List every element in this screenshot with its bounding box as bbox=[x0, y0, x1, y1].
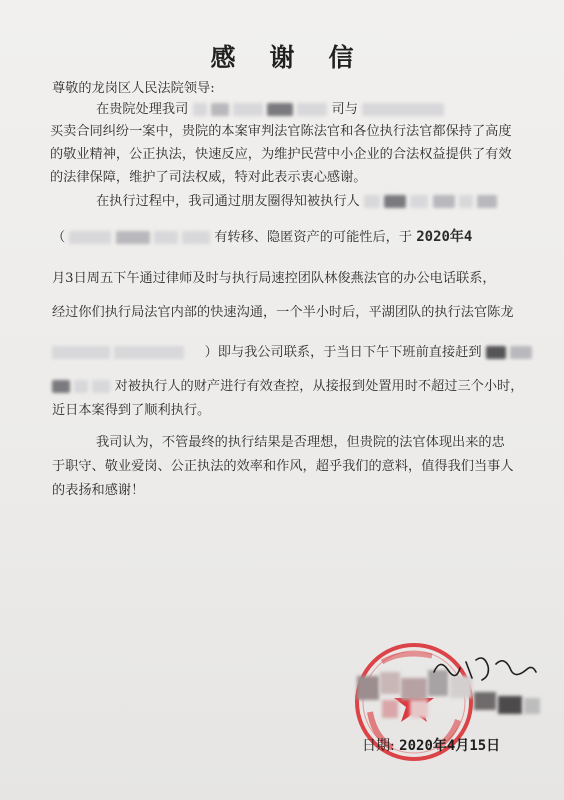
redaction-block bbox=[362, 103, 444, 116]
handwritten-signature bbox=[430, 650, 540, 690]
p2-line2-text: 有转移、隐匿资产的可能性后，于 bbox=[214, 230, 413, 245]
p1-line4: 的法律保障，维护了司法权威，特对此表示衷心感谢。 bbox=[50, 170, 367, 185]
redaction-block bbox=[364, 195, 380, 208]
redaction-block bbox=[384, 195, 406, 208]
footer-date bbox=[362, 735, 500, 755]
redaction-block bbox=[474, 692, 496, 710]
redaction-block bbox=[524, 698, 540, 714]
redaction-block bbox=[69, 231, 111, 244]
redaction-block bbox=[401, 678, 427, 700]
redaction-block bbox=[233, 103, 263, 116]
p2-line2-date: 2020年4 bbox=[416, 229, 473, 245]
redaction-block bbox=[116, 231, 150, 244]
redaction-block bbox=[410, 195, 428, 208]
footer-date-value: 2020年4月15日 bbox=[399, 738, 501, 754]
p2-line6 bbox=[52, 378, 523, 396]
footer-date-label: 日期: bbox=[362, 738, 395, 754]
redaction-block bbox=[52, 346, 110, 359]
redaction-block bbox=[357, 676, 379, 700]
redaction-block bbox=[92, 380, 110, 393]
p2-line6-text: 对被执行人的财产进行有效查控，从接报到处置用时不超过三个小时， bbox=[114, 379, 524, 394]
salutation: 尊敬的龙岗区人民法院领导: bbox=[52, 81, 215, 96]
redaction-block bbox=[182, 231, 210, 244]
redaction-block bbox=[211, 103, 229, 116]
letter-title: 感谢信 bbox=[210, 43, 388, 72]
redaction-block bbox=[114, 346, 184, 359]
p2-line2 bbox=[52, 228, 472, 247]
redaction-block bbox=[459, 195, 473, 208]
redaction-block bbox=[154, 231, 178, 244]
p1-line1-text-a: 在贵院处理我司 bbox=[96, 102, 189, 117]
p1-line1 bbox=[96, 101, 444, 119]
redaction-block bbox=[52, 380, 70, 393]
redaction-block bbox=[193, 103, 207, 116]
p3-line3: 的表扬和感谢！ bbox=[52, 483, 145, 498]
redaction-block bbox=[486, 346, 506, 359]
redaction-block bbox=[510, 346, 532, 359]
p2-line2-open: （ bbox=[52, 230, 66, 245]
p3-line2: 于职守、敬业爱岗、公正执法的效率和作风，超乎我们的意料，值得我们当事人 bbox=[52, 459, 514, 474]
p2-line7: 近日本案得到了顺利执行。 bbox=[52, 403, 211, 418]
p2-line1-text: 在执行过程中，我司通过朋友圈得知被执行人 bbox=[96, 194, 360, 209]
p2-line3: 月3日周五下午通过律师及时与执行局速控团队林俊燕法官的办公电话联系， bbox=[52, 271, 496, 286]
redaction-block bbox=[297, 103, 327, 116]
p2-line5-text: ）即与我公司联系，于当日下午下班前直接赶到 bbox=[204, 345, 482, 360]
redaction-block bbox=[382, 700, 398, 718]
p2-line1 bbox=[96, 193, 497, 211]
p1-line1-text-b: 司与 bbox=[331, 102, 358, 117]
redaction-block bbox=[498, 696, 522, 714]
p2-line4: 经过你们执行局法官内部的快速沟通，一个半小时后，平湖团队的执行法官陈龙 bbox=[52, 305, 514, 320]
p1-line2: 买卖合同纠纷一案中，贵院的本案审判法官陈法官和各位执行法官都保持了高度 bbox=[50, 124, 512, 139]
redaction-block bbox=[267, 103, 293, 116]
redaction-block bbox=[380, 672, 400, 694]
p2-line5 bbox=[52, 344, 532, 362]
redaction-block bbox=[74, 380, 88, 393]
redaction-block bbox=[433, 195, 455, 208]
redaction-block bbox=[477, 195, 497, 208]
redaction-block bbox=[410, 700, 428, 718]
p1-line3: 的敬业精神，公正执法，快速反应，为维护民营中小企业的合法权益提供了有效 bbox=[50, 147, 512, 162]
p3-line1: 我司认为，不管最终的执行结果是否理想，但贵院的法官体现出来的忠 bbox=[96, 435, 505, 450]
